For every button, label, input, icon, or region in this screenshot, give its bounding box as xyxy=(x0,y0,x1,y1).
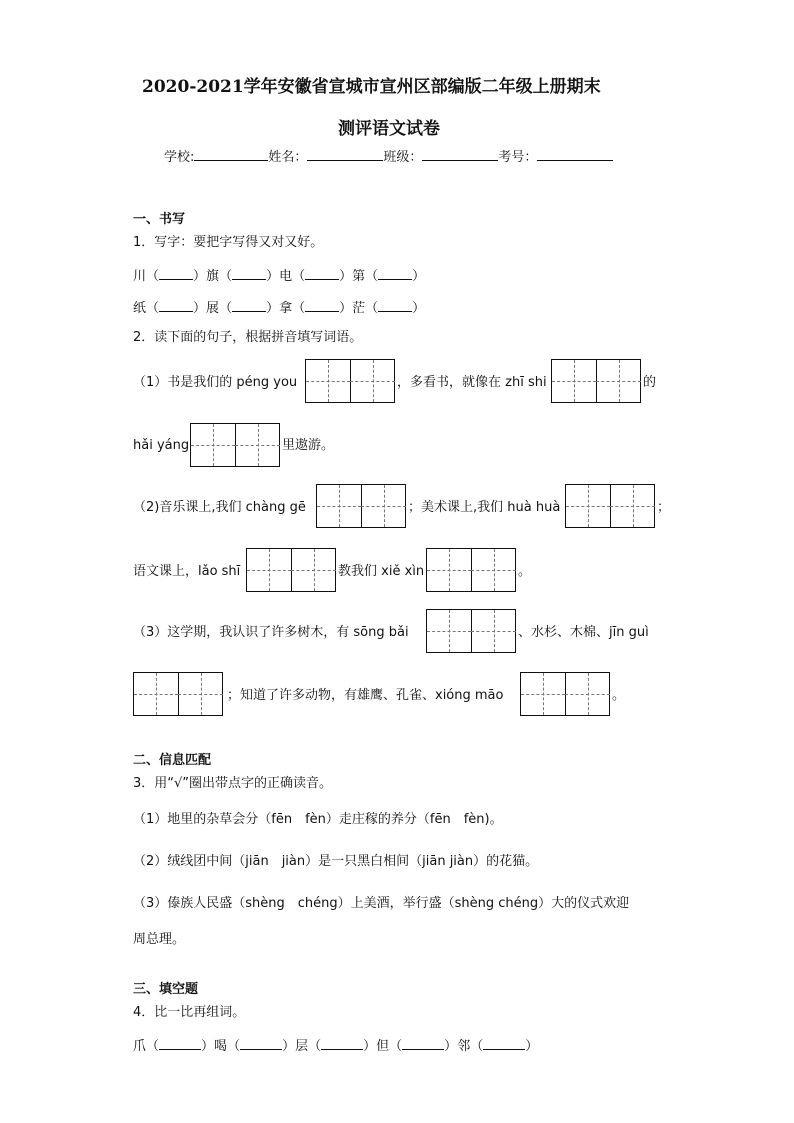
answer-blank[interactable] xyxy=(232,298,266,312)
tianzige-box[interactable] xyxy=(551,359,641,403)
q2-p2d: 语文课上，lǎo shī xyxy=(133,564,241,579)
q2-p2c: ； xyxy=(657,500,671,515)
char-ceng: 层 xyxy=(295,1039,309,1054)
q3-line2: （2）绒线团中间（jiān jiàn）是一只黑白相间（jiān jiàn）的花猫。 xyxy=(133,854,539,869)
section-fill-blank: 三、填空题 xyxy=(133,982,199,997)
answer-blank[interactable] xyxy=(402,1036,444,1050)
q2-prompt: 2．读下面的句子，根据拼音填写词语。 xyxy=(133,330,363,345)
school-blank[interactable] xyxy=(194,147,268,161)
exam-title-line2: 测评语文试卷 xyxy=(338,119,440,139)
answer-blank[interactable] xyxy=(378,298,412,312)
q3-line3b: 周总理。 xyxy=(133,932,186,947)
q2-p2f: 。 xyxy=(518,564,532,579)
answer-blank[interactable] xyxy=(159,266,193,280)
q2-p1a: （1）书是我们的 péng you xyxy=(133,375,298,390)
char-zhan: 展 xyxy=(206,301,220,316)
q3-line1: （1）地里的杂草会分（fēn fèn）走庄稼的养分（fēn fèn)。 xyxy=(133,812,503,827)
class-label: 班级： xyxy=(383,150,423,165)
char-dan: 但 xyxy=(376,1039,390,1054)
tianzige-box[interactable] xyxy=(426,548,516,592)
q2-p1e: 里遨游。 xyxy=(282,438,335,453)
q2-p3a: （3）这学期，我认识了许多树木，有 sōng bǎi xyxy=(133,625,409,640)
char-dian: 电 xyxy=(279,269,293,284)
q1-row1: 川（ ）旗（ ）电（ ）第（ ） xyxy=(133,266,425,285)
exam-title-line1: 2020-2021学年安徽省宣城市宣州区部编版二年级上册期末 xyxy=(142,77,601,97)
q2-p3d: 。 xyxy=(612,688,626,703)
section-writing: 一、书写 xyxy=(133,212,186,227)
answer-blank[interactable] xyxy=(159,1036,201,1050)
answer-blank[interactable] xyxy=(305,298,339,312)
q1-row2: 纸（ ）展（ ）拿（ ）茫（ ） xyxy=(133,298,425,317)
name-blank[interactable] xyxy=(307,147,383,161)
char-qi: 旗 xyxy=(206,269,220,284)
char-lin: 邻 xyxy=(457,1039,471,1054)
char-mang: 茫 xyxy=(352,301,366,316)
tianzige-box[interactable] xyxy=(520,672,610,716)
char-zhua: 爪 xyxy=(133,1039,147,1054)
q3-prompt: 3．用“√”圈出带点字的正确读音。 xyxy=(133,776,333,791)
q2-p2b: ；美术课上,我们 huà huà xyxy=(408,500,561,515)
char-he: 喝 xyxy=(214,1039,228,1054)
tianzige-box[interactable] xyxy=(316,484,406,528)
tianzige-box[interactable] xyxy=(133,672,223,716)
q2-p1c: 的 xyxy=(643,375,657,390)
q2-p3c: ；知道了许多动物，有雄鹰、孔雀、xióng māo xyxy=(227,688,504,703)
answer-blank[interactable] xyxy=(483,1036,525,1050)
q2-p2e: 教我们 xiě xìn xyxy=(338,564,425,579)
exam-number-blank[interactable] xyxy=(537,147,613,161)
tianzige-box[interactable] xyxy=(305,359,395,403)
answer-blank[interactable] xyxy=(240,1036,282,1050)
q2-p1d: hǎi yáng xyxy=(133,438,190,453)
q4-prompt: 4．比一比再组词。 xyxy=(133,1005,246,1020)
q3-line3a: （3）傣族人民盛（shèng chéng）上美酒，举行盛（shèng chéng）大的仪式欢迎 xyxy=(133,896,630,911)
tianzige-box[interactable] xyxy=(426,609,516,653)
tianzige-box[interactable] xyxy=(190,423,280,467)
section-info-match: 二、信息匹配 xyxy=(133,753,212,768)
exam-number-label: 考号： xyxy=(498,150,538,165)
q2-p1b: ，多看书，就像在 zhī shi xyxy=(397,375,547,390)
tianzige-box[interactable] xyxy=(565,484,655,528)
q2-p2a: （2)音乐课上,我们 chàng gē xyxy=(133,500,306,515)
name-label: 姓名： xyxy=(268,150,308,165)
answer-blank[interactable] xyxy=(378,266,412,280)
class-blank[interactable] xyxy=(422,147,498,161)
answer-blank[interactable] xyxy=(321,1036,363,1050)
school-label: 学校: xyxy=(164,150,195,165)
answer-blank[interactable] xyxy=(159,298,193,312)
q1-prompt: 1．写字：要把字写得又对又好。 xyxy=(133,235,324,250)
q2-p3b: 、水杉、木棉、jīn guì xyxy=(518,625,649,640)
answer-blank[interactable] xyxy=(232,266,266,280)
answer-blank[interactable] xyxy=(305,266,339,280)
tianzige-box[interactable] xyxy=(246,548,336,592)
q4-row: 爪（ ）喝（ ）层（ ）但（ ）邻（ ） xyxy=(133,1036,538,1055)
char-na: 拿 xyxy=(279,301,293,316)
char-zhi: 纸 xyxy=(133,301,147,316)
char-chuan: 川 xyxy=(133,269,147,284)
char-di: 第 xyxy=(352,269,366,284)
student-info-row xyxy=(164,147,613,166)
